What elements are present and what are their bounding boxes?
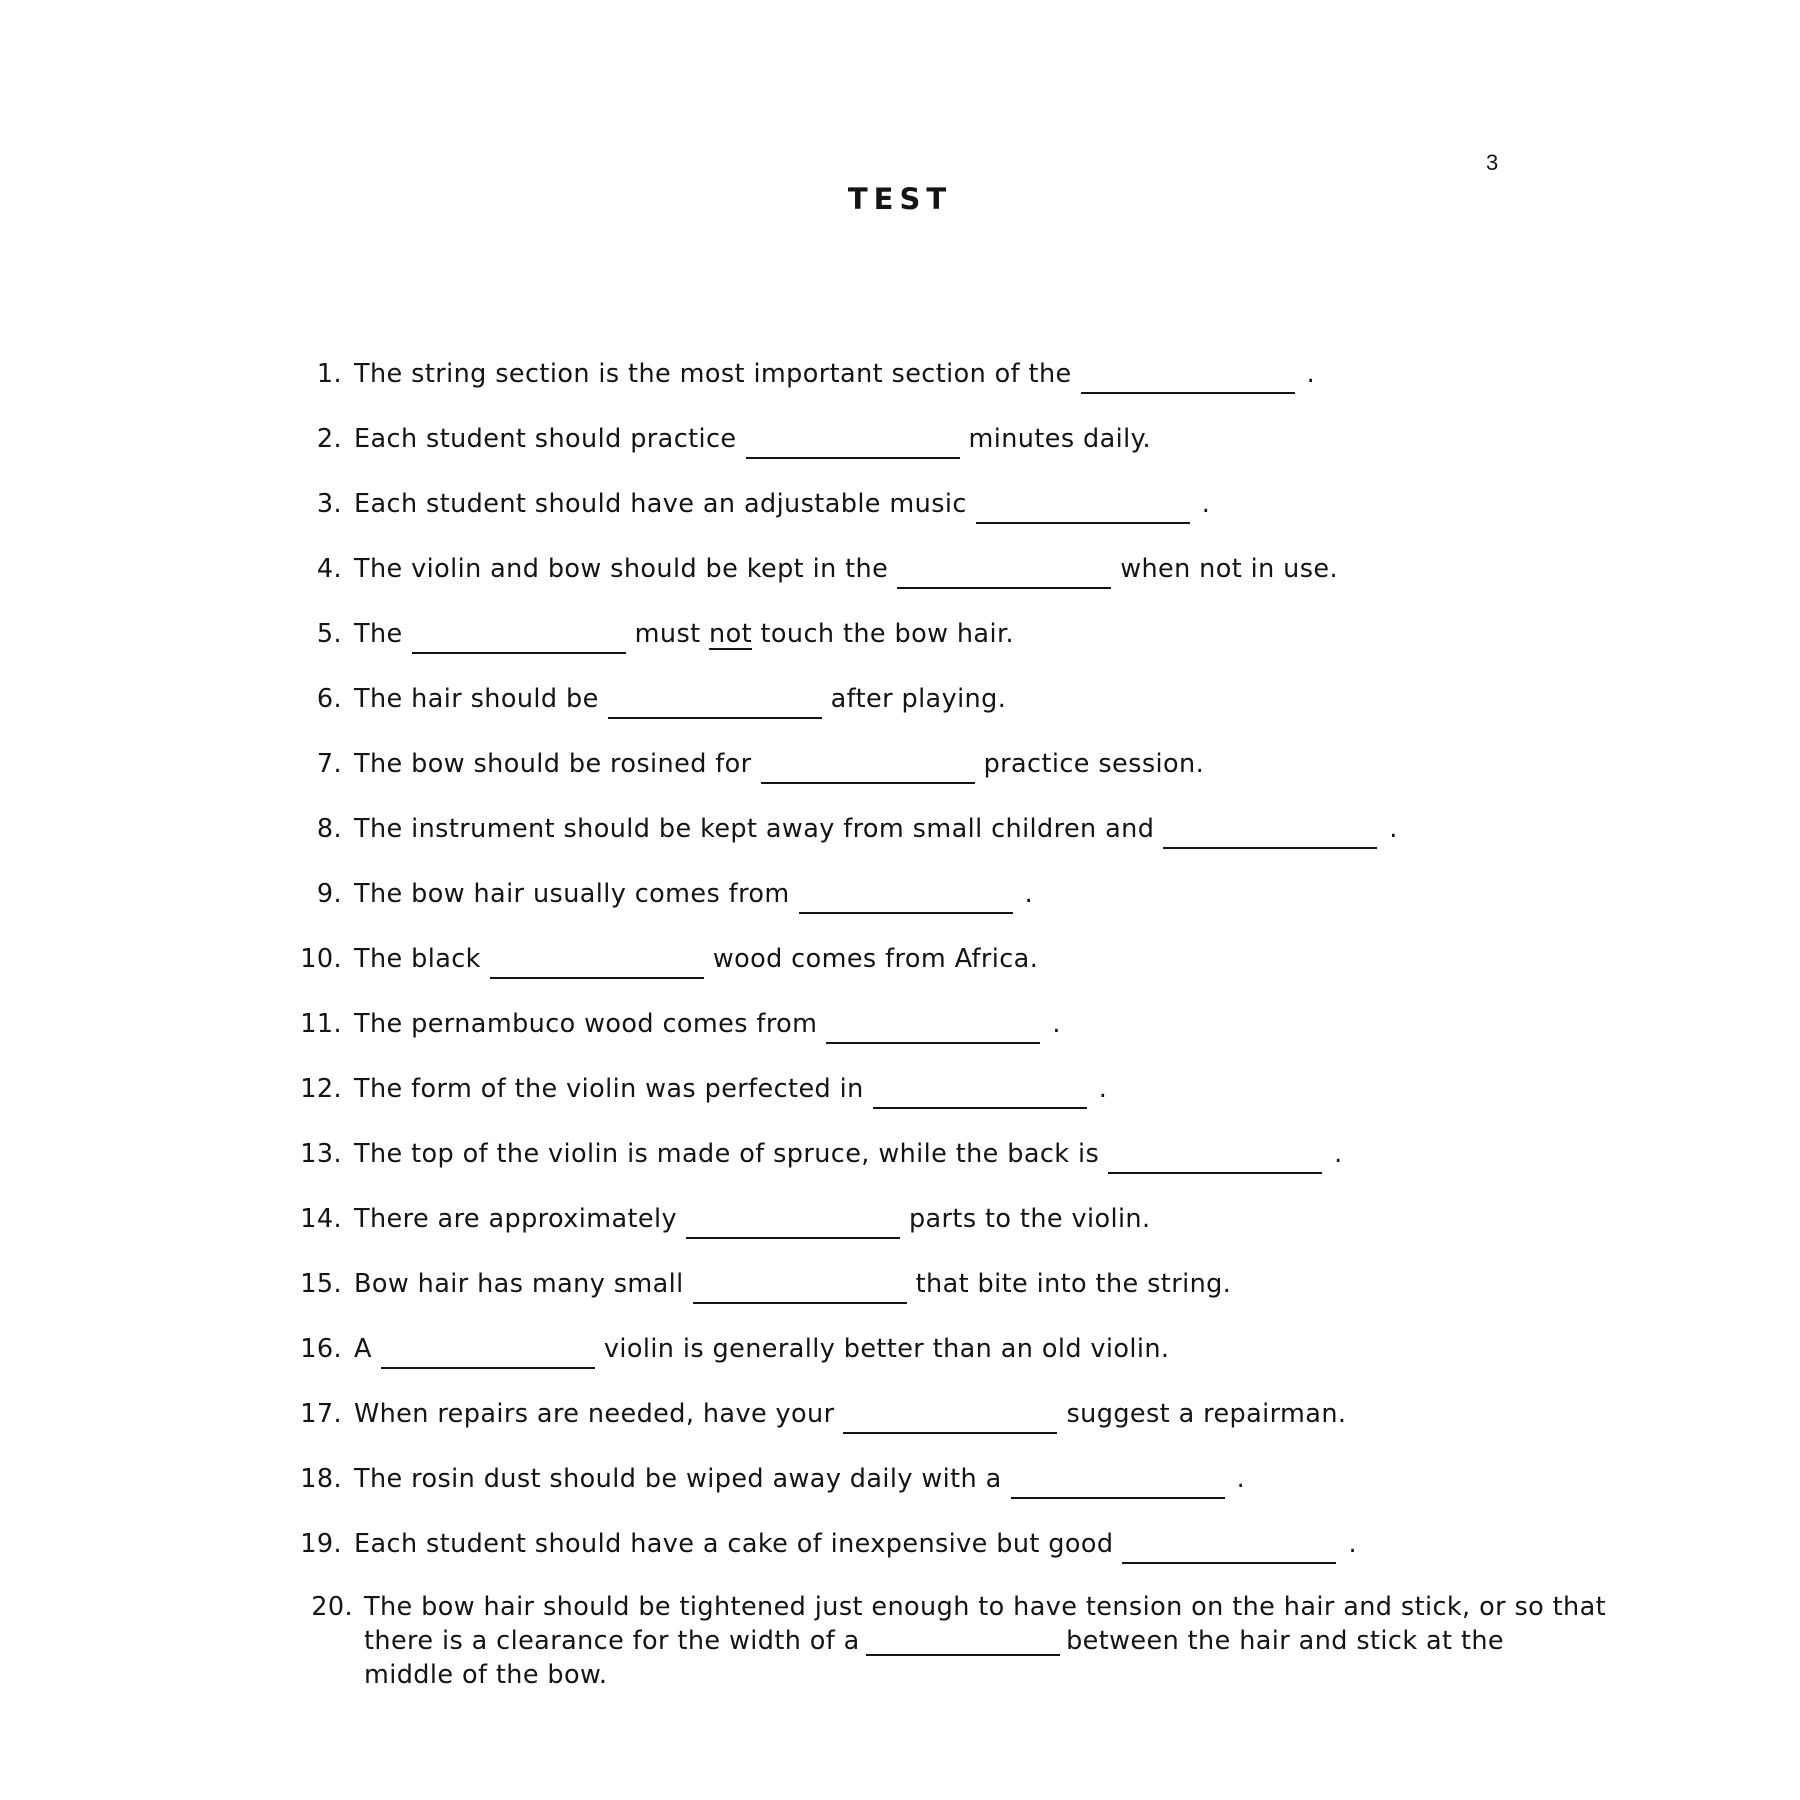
question-number: 3. bbox=[316, 489, 342, 519]
answer-blank[interactable] bbox=[490, 941, 704, 979]
question-text-before: The string section is the most important section of the bbox=[354, 359, 1072, 389]
question-19 bbox=[0, 1520, 1800, 1568]
answer-blank[interactable] bbox=[843, 1396, 1057, 1434]
answer-blank[interactable] bbox=[412, 616, 626, 654]
question-text-before: The rosin dust should be wiped away daily with a bbox=[354, 1464, 1002, 1494]
question-number: 9. bbox=[316, 879, 342, 909]
question-text-before: Bow hair has many small bbox=[354, 1269, 684, 1299]
question-text-before: The hair should be bbox=[354, 684, 599, 714]
question-number: 1. bbox=[316, 359, 342, 389]
question-number: 11. bbox=[300, 1009, 342, 1039]
question-8 bbox=[0, 805, 1800, 853]
question-text-before: The pernambuco wood comes from bbox=[354, 1009, 818, 1039]
question-12 bbox=[0, 1065, 1800, 1113]
page-title: TEST bbox=[847, 182, 953, 216]
question-7 bbox=[0, 740, 1800, 788]
question-text-before: A bbox=[354, 1334, 372, 1364]
question-number: 7. bbox=[316, 749, 342, 779]
underlined-not: not bbox=[709, 619, 753, 649]
question-text-before: Each student should have a cake of inexpensive but good bbox=[354, 1529, 1114, 1559]
question-text-after: . bbox=[1201, 489, 1211, 519]
question-20-paragraph bbox=[364, 1590, 1607, 1692]
question-5 bbox=[0, 610, 1800, 658]
question-20-line-1 bbox=[364, 1590, 1607, 1624]
answer-blank[interactable] bbox=[693, 1266, 907, 1304]
answer-blank[interactable] bbox=[1011, 1461, 1225, 1499]
question-text-before: Each student should practice bbox=[354, 424, 737, 454]
question-16 bbox=[0, 1325, 1800, 1373]
question-9 bbox=[0, 870, 1800, 918]
question-20-line-3 bbox=[364, 1658, 1504, 1692]
question-text-before: Each student should have an adjustable music bbox=[354, 489, 967, 519]
answer-blank[interactable] bbox=[1081, 356, 1295, 394]
question-number: 12. bbox=[300, 1074, 342, 1104]
question-number: 13. bbox=[300, 1139, 342, 1169]
question-10 bbox=[0, 935, 1800, 983]
question-number: 6. bbox=[316, 684, 342, 714]
question-number: 16. bbox=[300, 1334, 342, 1364]
question-13 bbox=[0, 1130, 1800, 1178]
answer-blank[interactable] bbox=[866, 1628, 1060, 1656]
question-text-before: The violin and bow should be kept in the bbox=[354, 554, 889, 584]
question-number: 8. bbox=[316, 814, 342, 844]
question-text-before: The form of the violin was perfected in bbox=[354, 1074, 864, 1104]
question-11 bbox=[0, 1000, 1800, 1048]
question-3 bbox=[0, 480, 1800, 528]
question-17 bbox=[0, 1390, 1800, 1438]
question-text-after: . bbox=[1334, 1139, 1343, 1169]
question-text-before: There are approximately bbox=[354, 1204, 677, 1234]
page-number: 3 bbox=[1486, 150, 1499, 175]
question-text-after: . bbox=[1098, 1074, 1108, 1104]
question-number: 15. bbox=[300, 1269, 342, 1299]
question-text: The bow hair should be tightened just enough to have tension on the hair and stick, or so that bbox=[364, 1592, 1607, 1622]
answer-blank[interactable] bbox=[976, 486, 1190, 524]
question-text-before: The bow should be rosined for bbox=[354, 749, 752, 779]
answer-blank[interactable] bbox=[873, 1071, 1087, 1109]
question-text-after: . bbox=[1389, 814, 1398, 844]
question-text-before: When repairs are needed, have your bbox=[354, 1399, 835, 1429]
question-number: 10. bbox=[300, 944, 342, 974]
question-number: 5. bbox=[316, 619, 342, 649]
question-number: 20. bbox=[311, 1592, 353, 1622]
question-text-after: practice session. bbox=[983, 749, 1205, 779]
answer-blank[interactable] bbox=[746, 421, 960, 459]
question-text-before: there is a clearance for the width of a bbox=[364, 1626, 860, 1656]
question-text-before: The bbox=[354, 619, 403, 649]
question-text-after: when not in use. bbox=[1120, 554, 1339, 584]
answer-blank[interactable] bbox=[826, 1006, 1040, 1044]
question-text-after: . bbox=[1348, 1529, 1357, 1559]
question-text-after: violin is generally better than an old violin. bbox=[603, 1334, 1170, 1364]
answer-blank[interactable] bbox=[761, 746, 975, 784]
question-text-after: that bite into the string. bbox=[915, 1269, 1232, 1299]
question-text-after: minutes daily. bbox=[968, 424, 1151, 454]
question-text-after: . bbox=[1236, 1464, 1246, 1494]
question-text-after: suggest a repairman. bbox=[1066, 1399, 1347, 1429]
answer-blank[interactable] bbox=[1122, 1526, 1336, 1564]
question-6 bbox=[0, 675, 1800, 723]
question-text-after: . bbox=[1052, 1009, 1061, 1039]
question-number: 14. bbox=[300, 1204, 342, 1234]
question-number: 18. bbox=[300, 1464, 342, 1494]
answer-blank[interactable] bbox=[799, 876, 1013, 914]
question-text-after: wood comes from Africa. bbox=[712, 944, 1039, 974]
question-number: 4. bbox=[316, 554, 342, 584]
question-18 bbox=[0, 1455, 1800, 1503]
answer-blank[interactable] bbox=[381, 1331, 595, 1369]
question-text-before: The instrument should be kept away from small children and bbox=[354, 814, 1155, 844]
question-text-after: parts to the violin. bbox=[908, 1204, 1151, 1234]
question-14 bbox=[0, 1195, 1800, 1243]
question-text-before: The top of the violin is made of spruce, while the back is bbox=[354, 1139, 1100, 1169]
question-text: middle of the bow. bbox=[364, 1660, 608, 1690]
answer-blank[interactable] bbox=[686, 1201, 900, 1239]
question-2 bbox=[0, 415, 1800, 463]
question-15 bbox=[0, 1260, 1800, 1308]
question-number: 19. bbox=[300, 1529, 342, 1559]
question-text-after: after playing. bbox=[830, 684, 1007, 714]
answer-blank[interactable] bbox=[897, 551, 1111, 589]
question-20-line-2 bbox=[364, 1624, 1504, 1658]
question-4 bbox=[0, 545, 1800, 593]
question-1 bbox=[0, 350, 1800, 398]
question-text-after-rest: touch the bow hair. bbox=[752, 619, 1014, 649]
answer-blank[interactable] bbox=[1163, 811, 1377, 849]
question-number: 2. bbox=[316, 424, 342, 454]
question-text-after: . bbox=[1024, 879, 1034, 909]
question-text-before: The black bbox=[354, 944, 481, 974]
question-text-after: must bbox=[634, 619, 710, 649]
question-number: 17. bbox=[300, 1399, 342, 1429]
question-text-before: The bow hair usually comes from bbox=[354, 879, 790, 909]
answer-blank[interactable] bbox=[1108, 1136, 1322, 1174]
question-text-after: . bbox=[1306, 359, 1316, 389]
answer-blank[interactable] bbox=[608, 681, 822, 719]
question-text-after: between the hair and stick at the bbox=[1066, 1626, 1504, 1656]
